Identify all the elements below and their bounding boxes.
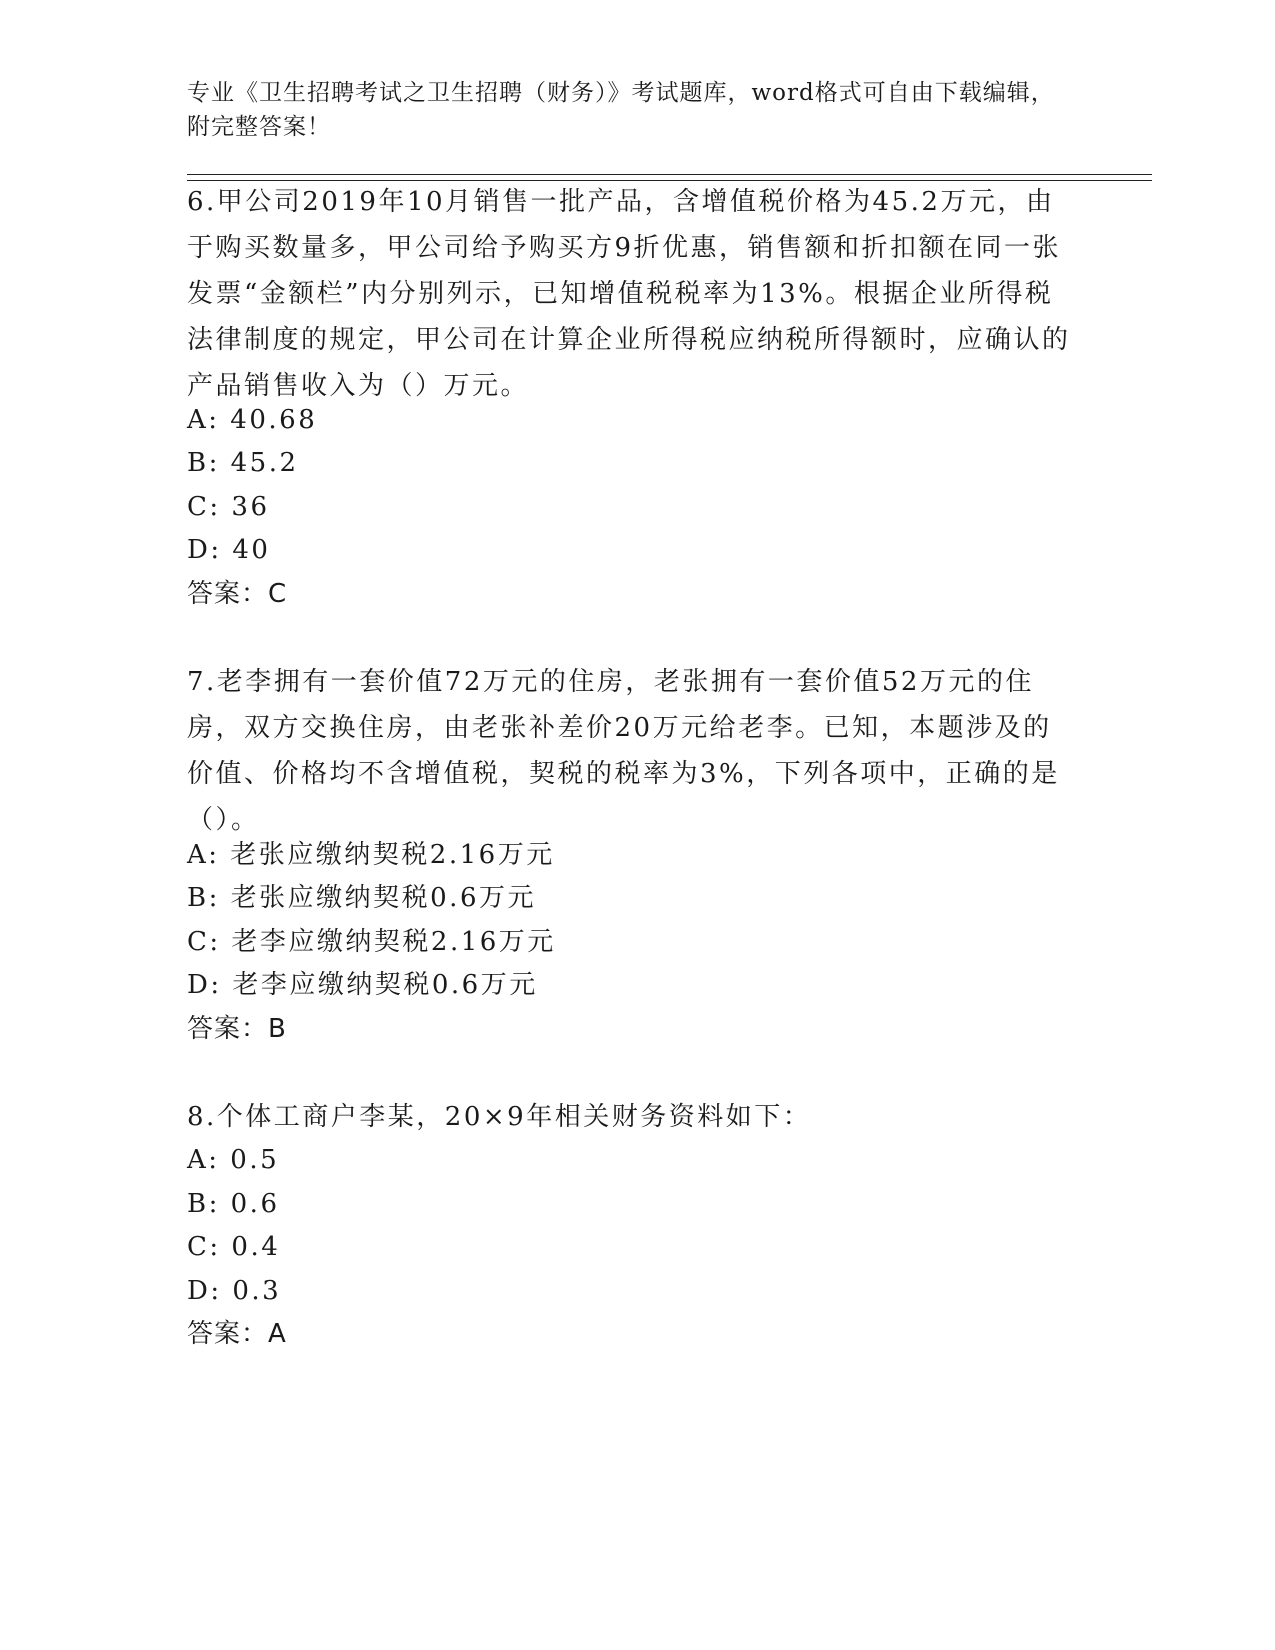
question-6-option-b: B: 45.2 xyxy=(187,448,299,478)
header-divider-top xyxy=(187,174,1152,175)
question-7-option-a: A: 老张应缴纳契税2.16万元 xyxy=(187,840,555,870)
question-8-option-a: A: 0.5 xyxy=(187,1145,280,1175)
question-7-answer: 答案：B xyxy=(187,1014,287,1044)
question-7-option-b: B: 老张应缴纳契税0.6万元 xyxy=(187,883,536,913)
question-6-option-d: D: 40 xyxy=(187,535,271,565)
question-6-option-c: C: 36 xyxy=(187,492,270,522)
question-7-text: 7.老李拥有一套价值72万元的住房，老张拥有一套价值52万元的住房，双方交换住房，由老张补差价20万元给老李。已知，本题涉及的价值、价格均不含增值税，契税的税率为3%，下列各项中，正确的是（）。 xyxy=(187,667,1060,835)
question-8-answer: 答案：A xyxy=(187,1319,287,1349)
question-8-option-d: D: 0.3 xyxy=(187,1276,282,1306)
question-8-text: 8.个体工商户李某，20×9年相关财务资料如下： xyxy=(187,1102,812,1132)
question-7-option-d: D: 老李应缴纳契税0.6万元 xyxy=(187,970,538,1000)
question-6-text: 6.甲公司2019年10月销售一批产品，含增值税价格为45.2万元，由于购买数量多，甲公司给予购买方9折优惠，销售额和折扣额在同一张发票“金额栏”内分别列示，已知增值税税率为13%。根据企业所得税法律制度的规定，甲公司在计算企业所得税应纳税所得额时，应确认的产品销售收入为（）万元。 xyxy=(187,187,1071,401)
question-8-option-c: C: 0.4 xyxy=(187,1232,281,1262)
question-8-option-b: B: 0.6 xyxy=(187,1189,280,1219)
document-header: 专业《卫生招聘考试之卫生招聘（财务）》考试题库，word格式可自由下载编辑，附完整答案！ xyxy=(187,80,1055,140)
question-6-answer: 答案：C xyxy=(187,579,288,609)
question-7-option-c: C: 老李应缴纳契税2.16万元 xyxy=(187,927,556,957)
question-6-option-a: A: 40.68 xyxy=(187,405,318,435)
